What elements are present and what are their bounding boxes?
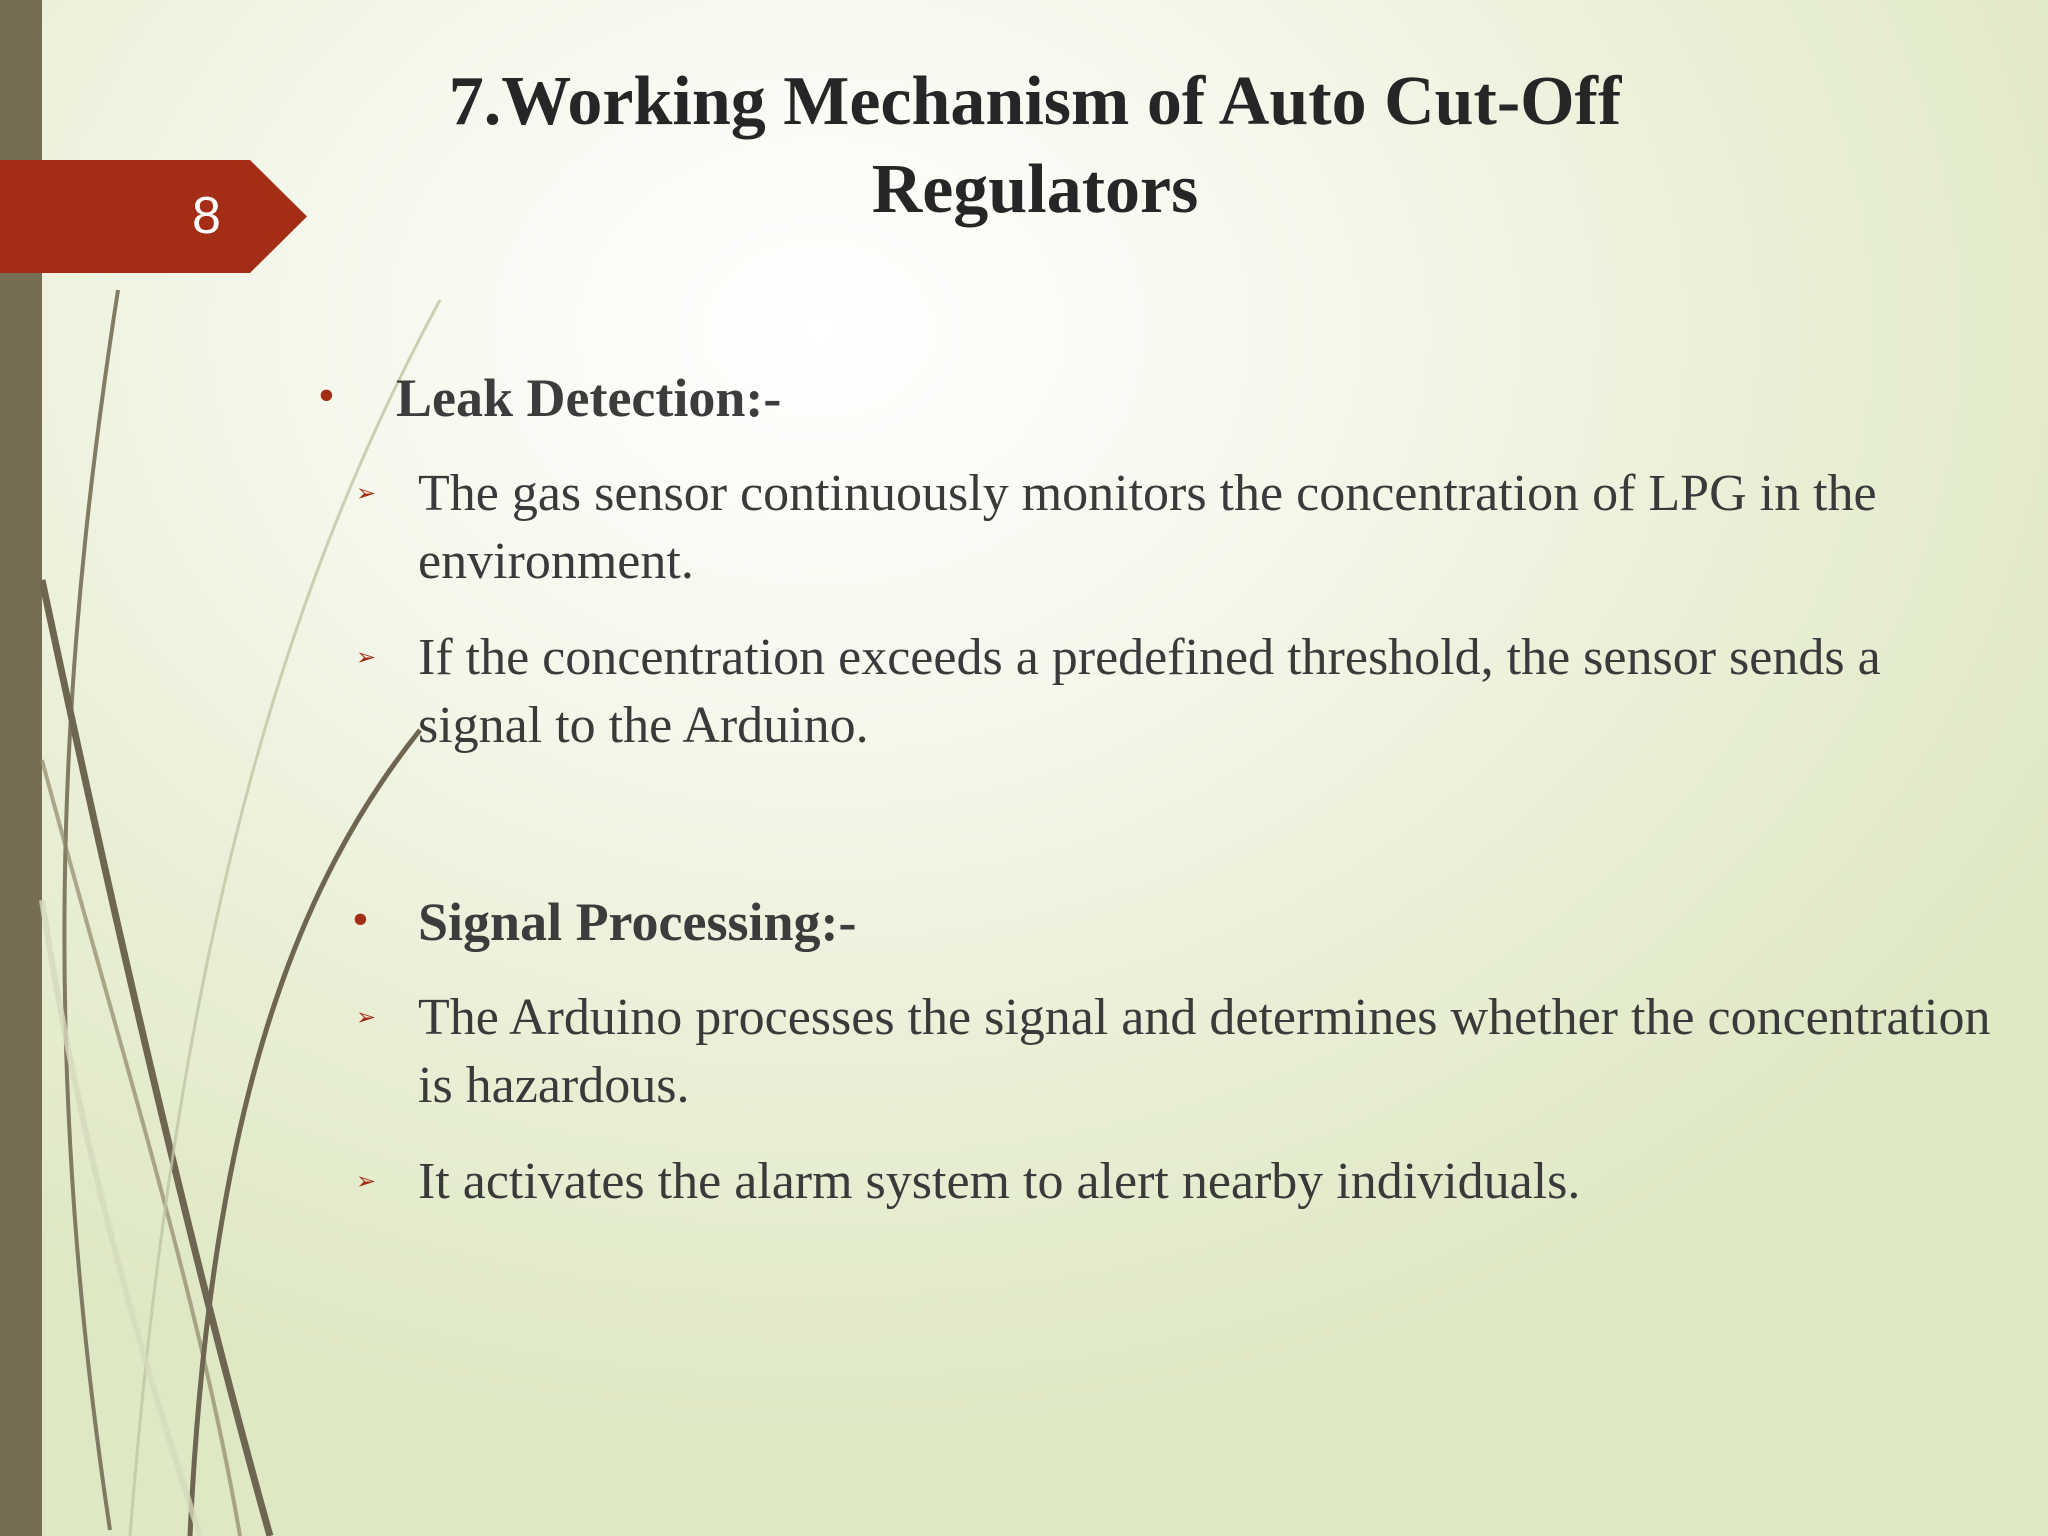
round-bullet-icon: • (352, 893, 369, 946)
list-item: It activates the alarm system to alert nearby individuals. (418, 1153, 1581, 1210)
slide-number: 8 (192, 187, 221, 245)
arrowhead-bullet-icon: ➢ (356, 479, 377, 507)
arrowhead-bullet-icon: ➢ (356, 1167, 377, 1195)
arrowhead-bullet-icon: ➢ (356, 643, 377, 671)
list-item: The Arduino processes the signal and determines whether the concentration is hazardous. (418, 989, 1991, 1114)
list-item: The gas sensor continuously monitors the concentration of LPG in the environment. (418, 465, 1877, 590)
list-item: If the concentration exceeds a predefined threshold, the sensor sends a signal to the Arduino. (418, 629, 1881, 754)
section-heading: Signal Processing:- (418, 892, 857, 952)
arrowhead-bullet-icon: ➢ (356, 1003, 377, 1031)
round-bullet-icon: • (318, 369, 335, 422)
section-heading: Leak Detection:- (396, 368, 782, 428)
slide-title: 7.Working Mechanism of Auto Cut-Off Regulators (448, 63, 1622, 228)
